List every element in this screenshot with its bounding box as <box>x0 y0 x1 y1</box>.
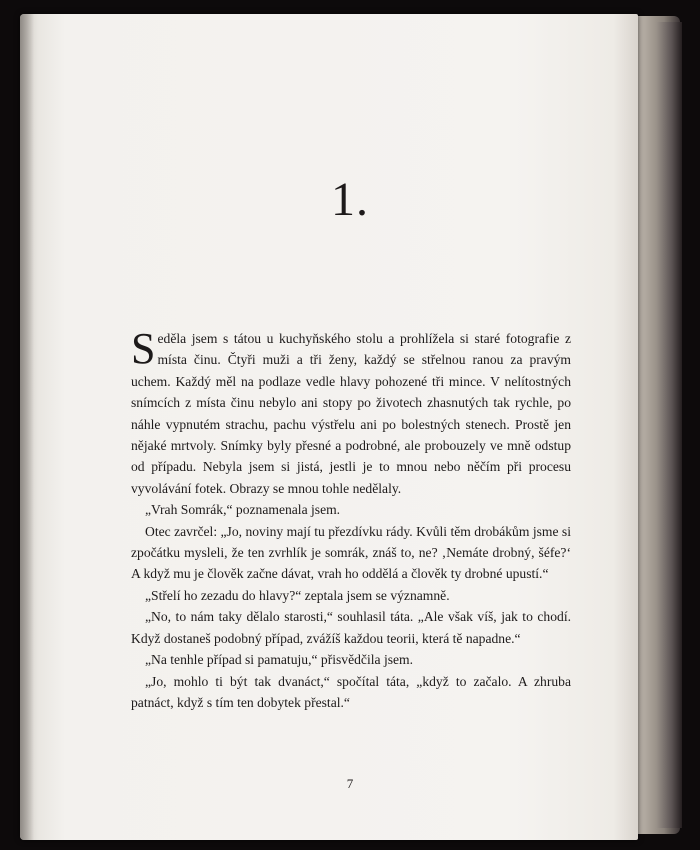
book-edge-shadow <box>656 22 682 828</box>
dialogue-paragraph: „Jo, mohlo ti být tak dvanáct,“ spočítal táta, „když to začalo. A zhruba patnáct, když s tím ten dobytek přestal.“ <box>131 673 571 710</box>
page-number: 7 <box>346 776 354 791</box>
chapter-body <box>131 324 571 713</box>
dialogue-paragraph: Otec zavrčel: „Jo, noviny mají tu přezdívku rády. Kvůli těm drobákům jsme si zpočátku mysleli, že ten zvrhlík je somrák, znáš to, ne? ‚Nemáte drobný, šéfe?‘ A když mu je člověk začne dávat, vrah ho oddělá a člověk ty drobné upustí.“ <box>131 523 571 582</box>
dialogue-paragraph: „Vrah Somrák,“ poznamenala jsem. <box>145 502 341 518</box>
dialogue-paragraph: „No, to nám taky dělalo starosti,“ souhlasil táta. „Ale však víš, jak to chodí. Když dostaneš podobný případ, zvážíš každou teorii, která tě napadne.“ <box>131 609 571 646</box>
opening-paragraph <box>131 324 571 499</box>
drop-cap-letter: S <box>131 324 156 373</box>
opening-paragraph-text: eděla jsem s tátou u kuchyňského stolu a prohlížela si staré fotografie z místa činu. Čtyři muži a tři ženy, každý se střelnou ranou za pravým uchem. Každý měl na podlaze vedle hlavy pohozené tři mince. V nelítostných snímcích z místa činu nebylo ani stopy po životech zhasnutých tak rychle, po náhle vypnutém strachu, pachu výstřelu ani po bolestných stenech. Prostě jen nějaké mrtvoly. Snímky byly přesné a podrobné, ale probouzely ve mně odstup od případu. Nebyla jsem si jistá, jestli je to mnou nebo něčím při procesu vyvolávání fotek. Obrazy se mnou tohle nedělaly. <box>131 331 571 496</box>
page-gutter-shadow <box>20 14 34 840</box>
dialogue-paragraph: „Na tenhle případ si pamatuju,“ přisvědčila jsem. <box>145 652 414 668</box>
dialogue-paragraph: „Střelí ho zezadu do hlavy?“ zeptala jsem se významně. <box>145 587 450 603</box>
chapter-number: 1. <box>331 173 369 226</box>
